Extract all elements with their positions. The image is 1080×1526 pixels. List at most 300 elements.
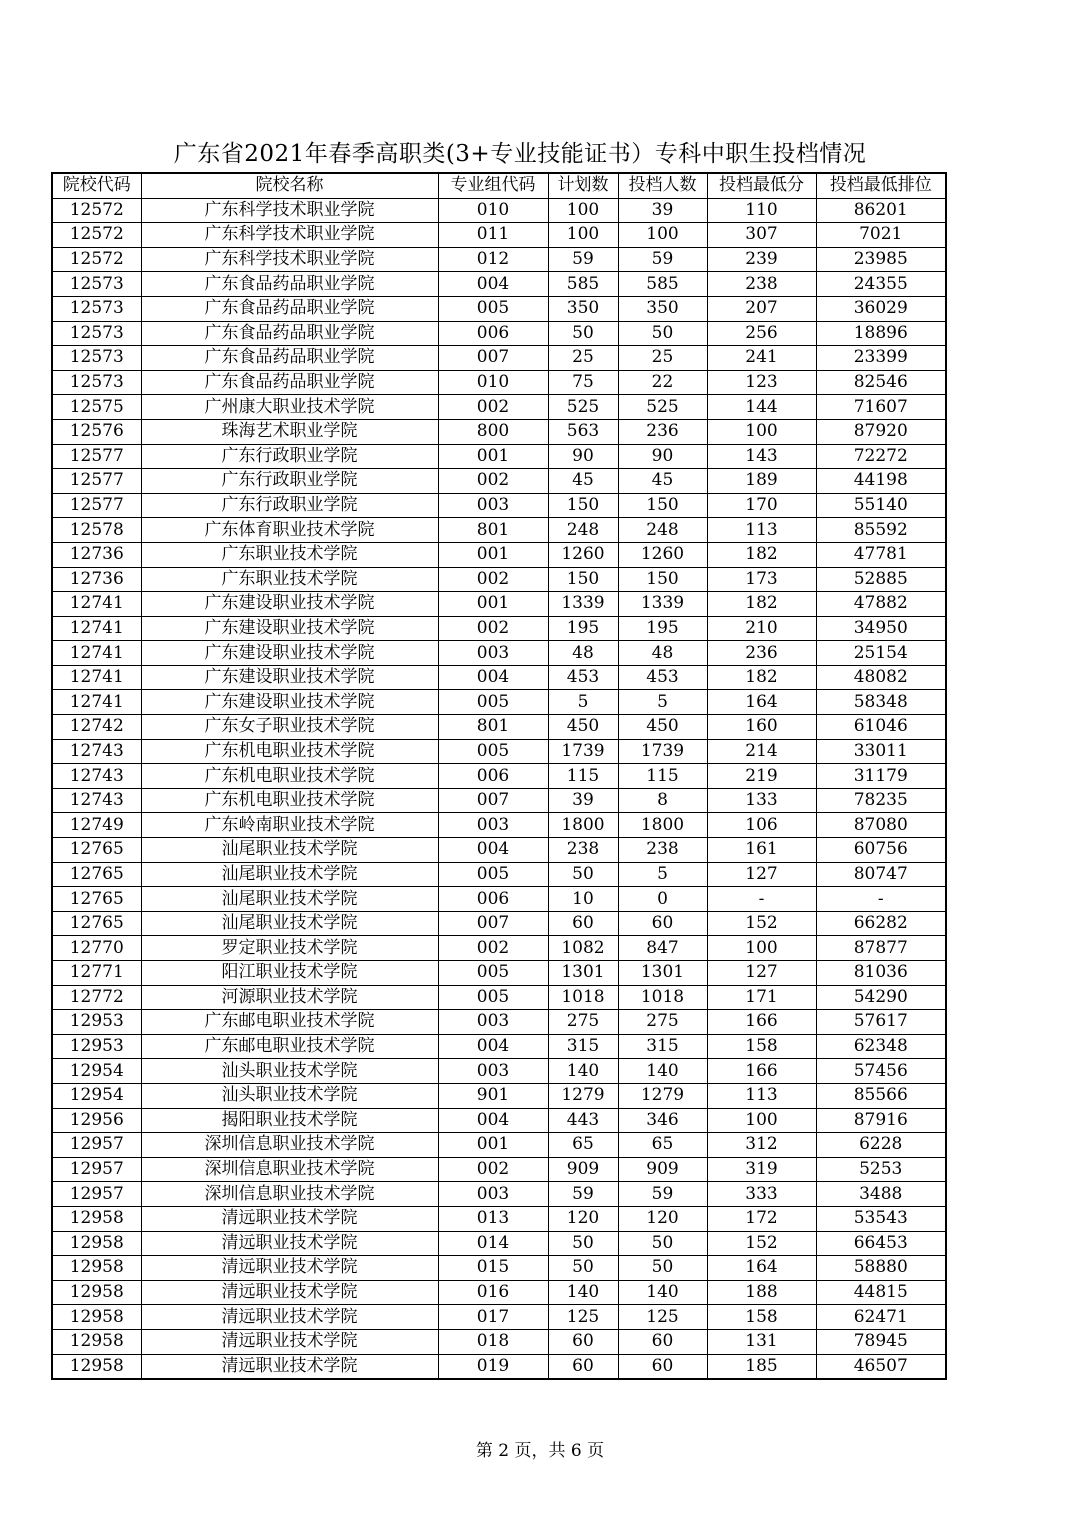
- group-code-cell: 002: [438, 469, 548, 494]
- plan-cell: 350: [548, 296, 618, 321]
- min-rank-cell: 66282: [816, 911, 946, 936]
- school-code-cell: 12573: [52, 272, 141, 297]
- school-code-cell: 12578: [52, 518, 141, 543]
- table-row: [52, 862, 946, 887]
- table-row: [52, 1256, 946, 1281]
- group-code-cell: 006: [438, 321, 548, 346]
- school-code-cell: 12742: [52, 715, 141, 740]
- school-name-cell: 罗定职业技术学院: [141, 936, 438, 961]
- group-code-cell: 016: [438, 1280, 548, 1305]
- group-code-cell: 005: [438, 862, 548, 887]
- group-code-cell: 011: [438, 223, 548, 248]
- min-score-cell: 113: [707, 1083, 816, 1108]
- plan-cell: 1018: [548, 985, 618, 1010]
- page-title: 广东省2021年春季高职类(3+专业技能证书）专科中职生投档情况: [173, 141, 867, 167]
- group-code-cell: 015: [438, 1256, 548, 1281]
- school-code-cell: 12572: [52, 198, 141, 223]
- school-name-cell: 广东行政职业学院: [141, 469, 438, 494]
- min-rank-cell: 54290: [816, 985, 946, 1010]
- table-row: [52, 1329, 946, 1354]
- table-row: [52, 887, 946, 912]
- school-code-cell: 12770: [52, 936, 141, 961]
- school-name-cell: 广东职业技术学院: [141, 567, 438, 592]
- school-name-cell: 广东科学技术职业学院: [141, 223, 438, 248]
- table-row: [52, 739, 946, 764]
- school-name-cell: 广东食品药品职业学院: [141, 321, 438, 346]
- min-score-cell: 113: [707, 518, 816, 543]
- admitted-cell: 65: [618, 1133, 707, 1158]
- column-header-admitted: 投档人数: [618, 173, 707, 198]
- school-code-cell: 12765: [52, 862, 141, 887]
- school-code-cell: 12953: [52, 1010, 141, 1035]
- admitted-cell: 60: [618, 1354, 707, 1379]
- school-name-cell: 深圳信息职业技术学院: [141, 1182, 438, 1207]
- school-code-cell: 12736: [52, 542, 141, 567]
- table-row: [52, 616, 946, 641]
- table-row: [52, 444, 946, 469]
- table-row: [52, 911, 946, 936]
- min-score-cell: 158: [707, 1305, 816, 1330]
- school-name-cell: 清远职业技术学院: [141, 1354, 438, 1379]
- school-name-cell: 广东食品药品职业学院: [141, 346, 438, 371]
- school-code-cell: 12736: [52, 567, 141, 592]
- school-code-cell: 12577: [52, 469, 141, 494]
- min-rank-cell: 78235: [816, 788, 946, 813]
- min-rank-cell: 44815: [816, 1280, 946, 1305]
- min-rank-cell: 47781: [816, 542, 946, 567]
- plan-cell: 59: [548, 247, 618, 272]
- school-code-cell: 12575: [52, 395, 141, 420]
- school-name-cell: 广东岭南职业技术学院: [141, 813, 438, 838]
- admitted-cell: 8: [618, 788, 707, 813]
- min-rank-cell: 3488: [816, 1182, 946, 1207]
- min-rank-cell: 31179: [816, 764, 946, 789]
- group-code-cell: 005: [438, 739, 548, 764]
- school-code-cell: 12958: [52, 1231, 141, 1256]
- group-code-cell: 013: [438, 1206, 548, 1231]
- group-code-cell: 014: [438, 1231, 548, 1256]
- table-row: [52, 592, 946, 617]
- plan-cell: 60: [548, 1329, 618, 1354]
- admitted-cell: 1260: [618, 542, 707, 567]
- min-score-cell: 307: [707, 223, 816, 248]
- min-rank-cell: 58348: [816, 690, 946, 715]
- min-rank-cell: 62471: [816, 1305, 946, 1330]
- admitted-cell: 275: [618, 1010, 707, 1035]
- school-name-cell: 清远职业技术学院: [141, 1256, 438, 1281]
- admitted-cell: 150: [618, 493, 707, 518]
- group-code-cell: 001: [438, 444, 548, 469]
- school-name-cell: 广东行政职业学院: [141, 493, 438, 518]
- min-score-cell: 100: [707, 419, 816, 444]
- min-rank-cell: 34950: [816, 616, 946, 641]
- table-row: [52, 1157, 946, 1182]
- min-score-cell: 239: [707, 247, 816, 272]
- min-score-cell: 238: [707, 272, 816, 297]
- table-row: [52, 518, 946, 543]
- plan-cell: 585: [548, 272, 618, 297]
- min-rank-cell: 71607: [816, 395, 946, 420]
- admitted-cell: 100: [618, 223, 707, 248]
- school-code-cell: 12743: [52, 788, 141, 813]
- school-code-cell: 12572: [52, 247, 141, 272]
- min-score-cell: 170: [707, 493, 816, 518]
- school-code-cell: 12576: [52, 419, 141, 444]
- admitted-cell: 909: [618, 1157, 707, 1182]
- plan-cell: 48: [548, 641, 618, 666]
- group-code-cell: 005: [438, 985, 548, 1010]
- admitted-cell: 585: [618, 272, 707, 297]
- school-name-cell: 揭阳职业技术学院: [141, 1108, 438, 1133]
- school-code-cell: 12573: [52, 370, 141, 395]
- school-code-cell: 12958: [52, 1354, 141, 1379]
- min-rank-cell: 86201: [816, 198, 946, 223]
- school-code-cell: 12577: [52, 444, 141, 469]
- min-rank-cell: 55140: [816, 493, 946, 518]
- min-score-cell: 133: [707, 788, 816, 813]
- plan-cell: 100: [548, 198, 618, 223]
- min-score-cell: 256: [707, 321, 816, 346]
- min-rank-cell: 85592: [816, 518, 946, 543]
- school-name-cell: 广东科学技术职业学院: [141, 247, 438, 272]
- table-row: [52, 198, 946, 223]
- admitted-cell: 1018: [618, 985, 707, 1010]
- school-code-cell: 12741: [52, 665, 141, 690]
- page-footer: 第 2 页，共 6 页: [475, 1441, 605, 1461]
- min-score-cell: 100: [707, 1108, 816, 1133]
- table-row: [52, 961, 946, 986]
- table-row: [52, 1182, 946, 1207]
- group-code-cell: 007: [438, 346, 548, 371]
- table-row: [52, 493, 946, 518]
- min-score-cell: 160: [707, 715, 816, 740]
- group-code-cell: 901: [438, 1083, 548, 1108]
- min-rank-cell: 7021: [816, 223, 946, 248]
- group-code-cell: 006: [438, 764, 548, 789]
- school-name-cell: 广东建设职业技术学院: [141, 592, 438, 617]
- min-score-cell: 173: [707, 567, 816, 592]
- min-score-cell: 110: [707, 198, 816, 223]
- admitted-cell: 45: [618, 469, 707, 494]
- group-code-cell: 019: [438, 1354, 548, 1379]
- plan-cell: 453: [548, 665, 618, 690]
- plan-cell: 150: [548, 493, 618, 518]
- group-code-cell: 005: [438, 296, 548, 321]
- admitted-cell: 847: [618, 936, 707, 961]
- min-score-cell: 319: [707, 1157, 816, 1182]
- school-name-cell: 广东建设职业技术学院: [141, 665, 438, 690]
- school-code-cell: 12572: [52, 223, 141, 248]
- group-code-cell: 003: [438, 1182, 548, 1207]
- min-rank-cell: 25154: [816, 641, 946, 666]
- plan-cell: 65: [548, 1133, 618, 1158]
- min-rank-cell: 72272: [816, 444, 946, 469]
- min-score-cell: 131: [707, 1329, 816, 1354]
- min-rank-cell: 66453: [816, 1231, 946, 1256]
- group-code-cell: 002: [438, 616, 548, 641]
- min-score-cell: 152: [707, 911, 816, 936]
- school-name-cell: 广东职业技术学院: [141, 542, 438, 567]
- group-code-cell: 018: [438, 1329, 548, 1354]
- school-code-cell: 12765: [52, 911, 141, 936]
- admitted-cell: 120: [618, 1206, 707, 1231]
- plan-cell: 248: [548, 518, 618, 543]
- table-row: [52, 1280, 946, 1305]
- school-name-cell: 广东体育职业技术学院: [141, 518, 438, 543]
- group-code-cell: 004: [438, 838, 548, 863]
- min-rank-cell: 81036: [816, 961, 946, 986]
- group-code-cell: 001: [438, 1133, 548, 1158]
- group-code-cell: 002: [438, 395, 548, 420]
- admitted-cell: 453: [618, 665, 707, 690]
- min-score-cell: 182: [707, 665, 816, 690]
- table-row: [52, 985, 946, 1010]
- min-rank-cell: 62348: [816, 1034, 946, 1059]
- table-row: [52, 272, 946, 297]
- plan-cell: 100: [548, 223, 618, 248]
- plan-cell: 59: [548, 1182, 618, 1207]
- school-code-cell: 12958: [52, 1305, 141, 1330]
- group-code-cell: 003: [438, 641, 548, 666]
- admitted-cell: 5: [618, 862, 707, 887]
- plan-cell: 450: [548, 715, 618, 740]
- min-score-cell: 185: [707, 1354, 816, 1379]
- group-code-cell: 012: [438, 247, 548, 272]
- min-rank-cell: 87080: [816, 813, 946, 838]
- school-code-cell: 12765: [52, 887, 141, 912]
- school-name-cell: 汕头职业技术学院: [141, 1059, 438, 1084]
- admitted-cell: 25: [618, 346, 707, 371]
- group-code-cell: 001: [438, 542, 548, 567]
- table-row: [52, 788, 946, 813]
- min-rank-cell: 46507: [816, 1354, 946, 1379]
- table-row: [52, 1231, 946, 1256]
- min-score-cell: 182: [707, 542, 816, 567]
- plan-cell: 1082: [548, 936, 618, 961]
- table-row: [52, 838, 946, 863]
- school-name-cell: 阳江职业技术学院: [141, 961, 438, 986]
- min-rank-cell: 18896: [816, 321, 946, 346]
- plan-cell: 275: [548, 1010, 618, 1035]
- min-rank-cell: 87920: [816, 419, 946, 444]
- min-rank-cell: 78945: [816, 1329, 946, 1354]
- min-rank-cell: 87916: [816, 1108, 946, 1133]
- min-score-cell: 143: [707, 444, 816, 469]
- plan-cell: 25: [548, 346, 618, 371]
- plan-cell: 1739: [548, 739, 618, 764]
- school-name-cell: 汕尾职业技术学院: [141, 838, 438, 863]
- admitted-cell: 0: [618, 887, 707, 912]
- school-name-cell: 广东邮电职业技术学院: [141, 1034, 438, 1059]
- min-rank-cell: 6228: [816, 1133, 946, 1158]
- plan-cell: 1800: [548, 813, 618, 838]
- min-score-cell: 312: [707, 1133, 816, 1158]
- group-code-cell: 002: [438, 936, 548, 961]
- table-row: [52, 1354, 946, 1379]
- school-code-cell: 12749: [52, 813, 141, 838]
- admitted-cell: 140: [618, 1280, 707, 1305]
- group-code-cell: 004: [438, 665, 548, 690]
- admitted-cell: 50: [618, 321, 707, 346]
- min-score-cell: 188: [707, 1280, 816, 1305]
- school-name-cell: 清远职业技术学院: [141, 1280, 438, 1305]
- group-code-cell: 801: [438, 518, 548, 543]
- admitted-cell: 140: [618, 1059, 707, 1084]
- min-rank-cell: 5253: [816, 1157, 946, 1182]
- table-row: [52, 690, 946, 715]
- table-row: [52, 641, 946, 666]
- school-name-cell: 清远职业技术学院: [141, 1206, 438, 1231]
- table-row: [52, 321, 946, 346]
- school-name-cell: 广东食品药品职业学院: [141, 272, 438, 297]
- school-name-cell: 深圳信息职业技术学院: [141, 1133, 438, 1158]
- plan-cell: 140: [548, 1059, 618, 1084]
- min-score-cell: 333: [707, 1182, 816, 1207]
- plan-cell: 50: [548, 321, 618, 346]
- min-rank-cell: 87877: [816, 936, 946, 961]
- table-row: [52, 1206, 946, 1231]
- min-rank-cell: 52885: [816, 567, 946, 592]
- school-code-cell: 12577: [52, 493, 141, 518]
- min-score-cell: 158: [707, 1034, 816, 1059]
- admitted-cell: 1301: [618, 961, 707, 986]
- min-rank-cell: 23985: [816, 247, 946, 272]
- min-rank-cell: 85566: [816, 1083, 946, 1108]
- school-code-cell: 12772: [52, 985, 141, 1010]
- min-rank-cell: 44198: [816, 469, 946, 494]
- table-row: [52, 567, 946, 592]
- school-code-cell: 12771: [52, 961, 141, 986]
- min-rank-cell: 53543: [816, 1206, 946, 1231]
- min-score-cell: 100: [707, 936, 816, 961]
- group-code-cell: 003: [438, 1059, 548, 1084]
- school-code-cell: 12954: [52, 1059, 141, 1084]
- school-code-cell: 12741: [52, 641, 141, 666]
- school-name-cell: 广东科学技术职业学院: [141, 198, 438, 223]
- min-score-cell: 123: [707, 370, 816, 395]
- school-name-cell: 广东女子职业技术学院: [141, 715, 438, 740]
- plan-cell: 90: [548, 444, 618, 469]
- min-score-cell: -: [707, 887, 816, 912]
- table-row: [52, 665, 946, 690]
- plan-cell: 1279: [548, 1083, 618, 1108]
- plan-cell: 195: [548, 616, 618, 641]
- table-row: [52, 223, 946, 248]
- plan-cell: 443: [548, 1108, 618, 1133]
- admitted-cell: 90: [618, 444, 707, 469]
- group-code-cell: 001: [438, 592, 548, 617]
- min-rank-cell: 57456: [816, 1059, 946, 1084]
- min-score-cell: 210: [707, 616, 816, 641]
- admitted-cell: 238: [618, 838, 707, 863]
- min-score-cell: 189: [707, 469, 816, 494]
- min-score-cell: 171: [707, 985, 816, 1010]
- min-score-cell: 164: [707, 690, 816, 715]
- admitted-cell: 1279: [618, 1083, 707, 1108]
- plan-cell: 1260: [548, 542, 618, 567]
- min-score-cell: 207: [707, 296, 816, 321]
- table-row: [52, 1108, 946, 1133]
- table-row: [52, 715, 946, 740]
- admitted-cell: 150: [618, 567, 707, 592]
- column-header-school-code: 院校代码: [52, 173, 141, 198]
- min-score-cell: 214: [707, 739, 816, 764]
- min-score-cell: 152: [707, 1231, 816, 1256]
- plan-cell: 525: [548, 395, 618, 420]
- table-row: [52, 542, 946, 567]
- school-name-cell: 汕尾职业技术学院: [141, 887, 438, 912]
- table-row: [52, 395, 946, 420]
- admitted-cell: 248: [618, 518, 707, 543]
- admitted-cell: 350: [618, 296, 707, 321]
- table-body: [52, 198, 946, 1379]
- school-code-cell: 12741: [52, 690, 141, 715]
- table-row: [52, 936, 946, 961]
- group-code-cell: 004: [438, 1034, 548, 1059]
- plan-cell: 60: [548, 911, 618, 936]
- min-score-cell: 127: [707, 862, 816, 887]
- plan-cell: 1301: [548, 961, 618, 986]
- school-code-cell: 12741: [52, 616, 141, 641]
- group-code-cell: 801: [438, 715, 548, 740]
- min-rank-cell: 61046: [816, 715, 946, 740]
- admitted-cell: 346: [618, 1108, 707, 1133]
- group-code-cell: 005: [438, 690, 548, 715]
- min-score-cell: 219: [707, 764, 816, 789]
- admitted-cell: 59: [618, 247, 707, 272]
- group-code-cell: 010: [438, 370, 548, 395]
- school-code-cell: 12573: [52, 296, 141, 321]
- admission-table: [51, 172, 947, 1380]
- admitted-cell: 125: [618, 1305, 707, 1330]
- min-score-cell: 164: [707, 1256, 816, 1281]
- plan-cell: 1339: [548, 592, 618, 617]
- school-code-cell: 12958: [52, 1280, 141, 1305]
- admitted-cell: 195: [618, 616, 707, 641]
- table-row: [52, 813, 946, 838]
- school-code-cell: 12957: [52, 1133, 141, 1158]
- table-row: [52, 1034, 946, 1059]
- school-code-cell: 12573: [52, 321, 141, 346]
- table-row: [52, 346, 946, 371]
- group-code-cell: 800: [438, 419, 548, 444]
- school-code-cell: 12743: [52, 739, 141, 764]
- min-score-cell: 172: [707, 1206, 816, 1231]
- group-code-cell: 004: [438, 272, 548, 297]
- plan-cell: 50: [548, 1256, 618, 1281]
- min-score-cell: 106: [707, 813, 816, 838]
- group-code-cell: 007: [438, 788, 548, 813]
- admitted-cell: 236: [618, 419, 707, 444]
- min-score-cell: 182: [707, 592, 816, 617]
- plan-cell: 238: [548, 838, 618, 863]
- school-code-cell: 12741: [52, 592, 141, 617]
- admitted-cell: 60: [618, 911, 707, 936]
- plan-cell: 120: [548, 1206, 618, 1231]
- school-name-cell: 汕尾职业技术学院: [141, 911, 438, 936]
- min-score-cell: 127: [707, 961, 816, 986]
- table-row: [52, 1133, 946, 1158]
- admitted-cell: 525: [618, 395, 707, 420]
- column-header-school-name: 院校名称: [141, 173, 438, 198]
- header-row: [52, 173, 946, 198]
- admitted-cell: 60: [618, 1329, 707, 1354]
- admitted-cell: 50: [618, 1256, 707, 1281]
- school-name-cell: 清远职业技术学院: [141, 1305, 438, 1330]
- min-rank-cell: 48082: [816, 665, 946, 690]
- group-code-cell: 010: [438, 198, 548, 223]
- column-header-group-code: 专业组代码: [438, 173, 548, 198]
